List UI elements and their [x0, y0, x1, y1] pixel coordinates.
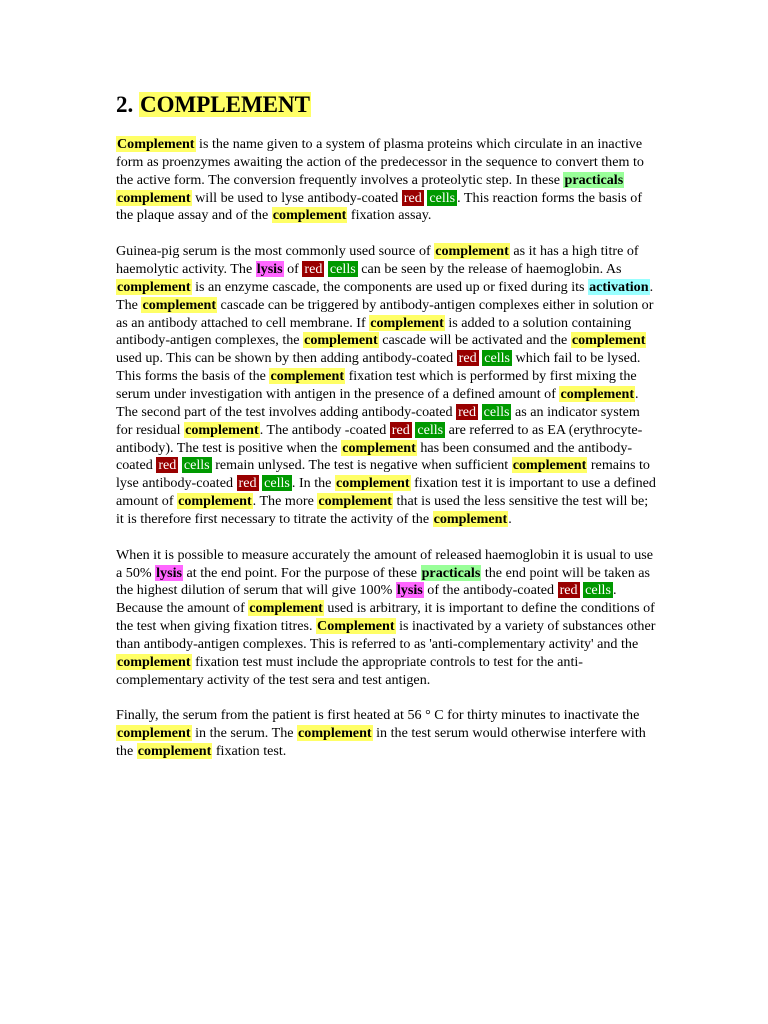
paragraph: [116, 136, 656, 225]
highlighted-term: red: [304, 261, 323, 278]
text-run: . The more: [252, 493, 318, 510]
paragraph: [116, 243, 656, 529]
highlighted-term: cells: [429, 189, 456, 206]
highlighted-term: complement: [370, 314, 444, 331]
text-run: fixation test it is important to use a defined amount of: [116, 475, 656, 510]
text-run: . In the: [291, 475, 335, 492]
text-run: will be used to lyse antibody-coated: [191, 189, 402, 206]
text-run: .: [508, 510, 512, 527]
highlighted-term: complement: [298, 725, 372, 742]
text-run: remains to lyse antibody-coated: [116, 457, 650, 492]
highlighted-term: complement: [137, 743, 212, 760]
text-run: is inactivated by a variety of substances other than antibody-antigen complexes. This is referred to as 'anti-complementary activity' and the: [116, 618, 656, 652]
text-run: is added to a solution containing antibody-antigen complexes, the: [116, 314, 632, 349]
text-run: can be seen by the release of haemoglobin. As: [357, 261, 622, 278]
text-run: has been consumed and the antibody-coated: [116, 439, 633, 474]
highlighted-term: cells: [329, 261, 356, 278]
text-run: used is arbitrary, it is important to define the conditions of the test when giving fixation titres.: [116, 600, 655, 635]
highlighted-term: cells: [417, 421, 444, 438]
highlighted-term: cells: [264, 475, 290, 492]
text-run: fixation test.: [212, 743, 287, 760]
highlighted-term: complement: [117, 653, 191, 670]
document-page: [116, 88, 656, 779]
text-run: as it has a high titre of haemolytic activity. The: [116, 243, 639, 278]
highlighted-term: complement: [571, 332, 646, 349]
text-run: used up. This can be shown by then adding antibody-coated: [116, 350, 457, 367]
highlighted-term: red: [158, 457, 177, 474]
highlighted-term: lysis: [396, 582, 423, 599]
text-run: . The antibody -coated: [259, 421, 390, 438]
highlighted-term: red: [403, 189, 422, 206]
text-run: fixation assay.: [347, 207, 432, 224]
highlighted-term: complement: [560, 385, 635, 402]
text-run: in the test serum would otherwise interfere with the: [116, 725, 646, 760]
text-run: . This reaction forms the basis of the plaque assay and of the: [116, 189, 643, 224]
section-title: COMPLEMENT: [140, 92, 310, 117]
text-run: are referred to as EA (erythrocyte-antibody). The test is positive when the: [116, 421, 643, 456]
highlighted-term: lysis: [156, 564, 182, 581]
section-number: 2.: [116, 92, 139, 117]
text-run: is an enzyme cascade, the components are used up or fixed during its: [191, 278, 589, 295]
text-run: which fail to be lysed. This forms the basis of the: [116, 350, 641, 385]
text-run: fixation test must include the appropriate controls to test for the anti-complementary activity of the test sera and test antigen.: [116, 653, 583, 688]
highlighted-term: complement: [512, 457, 587, 474]
highlighted-term: complement: [117, 278, 191, 295]
text-run: cascade can be triggered by antibody-antigen complexes either in solution or as an antibody attached to cell membrane. If: [116, 296, 654, 331]
highlighted-term: complement: [117, 189, 191, 206]
highlighted-term: lysis: [256, 261, 283, 278]
paragraph: [116, 547, 656, 690]
text-run: of the antibody-coated: [423, 582, 558, 599]
highlighted-term: cells: [484, 350, 511, 367]
highlighted-term: complement: [249, 600, 323, 617]
text-run: that is used the less sensitive the test will be; it is therefore first necessary to titrate the activity of the: [116, 493, 649, 527]
highlighted-term: complement: [435, 243, 509, 260]
text-run: as an indicator system for residual: [116, 403, 640, 438]
highlighted-term: red: [238, 475, 257, 492]
text-run: cascade will be activated and the: [378, 332, 571, 349]
highlighted-term: practicals: [564, 171, 624, 188]
text-run: When it is possible to measure accurately the amount of released haemoglobin it is usual to use a 50%: [116, 546, 653, 581]
highlighted-term: complement: [318, 493, 392, 510]
highlighted-term: complement: [335, 475, 410, 492]
highlighted-term: complement: [178, 493, 252, 510]
highlighted-term: red: [458, 350, 477, 367]
highlighted-term: complement: [342, 439, 416, 456]
highlighted-term: Complement: [117, 136, 195, 152]
section-heading: [116, 88, 656, 122]
highlighted-term: complement: [185, 421, 259, 438]
text-run: at the end point. For the purpose of these: [183, 564, 421, 581]
text-run: of: [283, 261, 303, 278]
highlighted-term: complement: [433, 510, 508, 527]
text-run: . Because the amount of: [116, 582, 617, 617]
paragraph: [116, 707, 656, 761]
highlighted-term: complement: [272, 207, 347, 224]
highlighted-term: red: [391, 421, 410, 438]
text-run: . The: [116, 278, 654, 313]
highlighted-term: practicals: [421, 564, 481, 581]
document-body: [116, 136, 656, 761]
text-run: the end point will be taken as the highest dilution of serum that will give 100%: [116, 564, 651, 599]
highlighted-term: complement: [117, 725, 191, 742]
highlighted-term: complement: [270, 368, 345, 385]
text-run: . The second part of the test involves adding antibody-coated: [116, 385, 639, 420]
highlighted-term: cells: [183, 457, 210, 474]
text-run: remain unlysed. The test is negative when sufficient: [211, 457, 512, 474]
highlighted-term: cells: [483, 403, 510, 420]
text-run: Guinea-pig serum is the most commonly used source of: [116, 243, 435, 260]
highlighted-term: red: [559, 582, 578, 599]
text-run: is the name given to a system of plasma proteins which circulate in an inactive form as proenzymes awaiting the action of the predecessor in the sequence to convert them to the active form. The conversion frequently involves a proteolytic step. In these: [116, 136, 644, 188]
text-run: in the serum. The: [191, 725, 298, 742]
highlighted-term: cells: [585, 582, 611, 599]
highlighted-term: red: [458, 403, 477, 420]
highlighted-term: activation: [589, 278, 649, 295]
highlighted-term: complement: [142, 296, 217, 313]
text-run: fixation test which is performed by first mixing the serum under investigation with antigen in the presence of a defined amount of: [116, 368, 637, 402]
text-run: Finally, the serum from the patient is first heated at 56 ° C for thirty minutes to inactivate the: [116, 707, 640, 724]
highlighted-term: Complement: [317, 618, 395, 635]
highlighted-term: complement: [304, 332, 378, 349]
